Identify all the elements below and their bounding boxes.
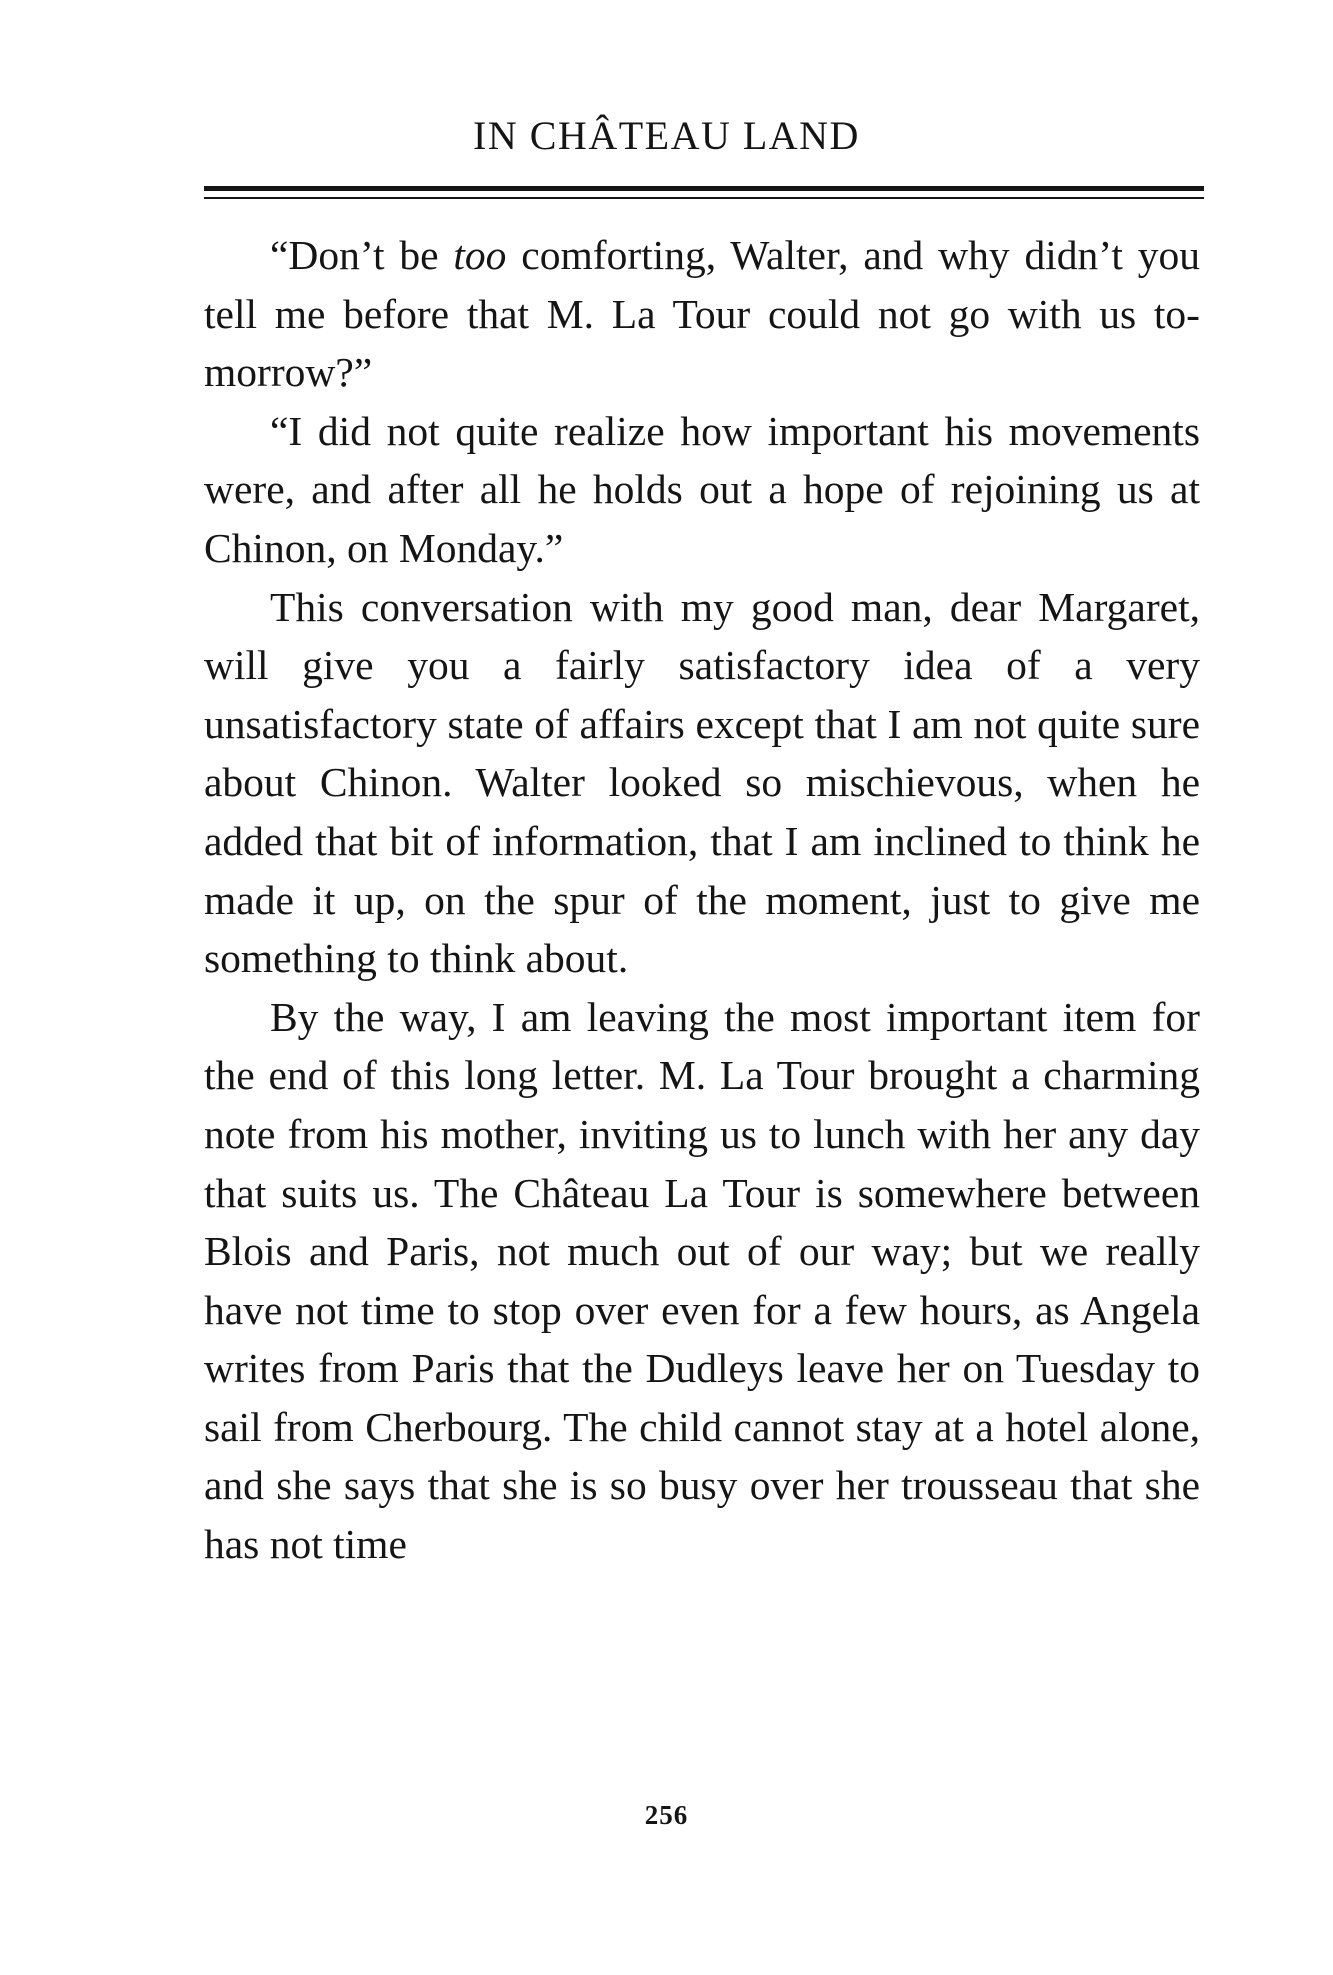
paragraph-3: This conversation with my good man, dear Margaret, will give you a fairly satisfactory idea of a very unsatisfactory state of affairs except that I am not quite sure about Chinon. Walter looked so mischievous, when he added that bit of information, that I am inclined to think he made it up, on the spur of the moment, just to give me something to think about. (204, 583, 1200, 982)
emphasis-too: too (453, 232, 507, 278)
running-title: IN CHÂTEAU LAND (473, 113, 860, 158)
paragraph-1-lead: “Don’t be (270, 232, 454, 278)
header-rule-thin (204, 197, 1204, 199)
paragraph-1 (204, 226, 1200, 402)
paragraph-4: By the way, I am leaving the most important item for the end of this long letter. M. La Tour brought a charming note from his mother, inviting us to lunch with her any day that suits us. The Château La Tour is somewhere between Blois and Paris, not much out of our way; but we really have not time to stop over even for a few hours, as Angela writes from Paris that the Dudleys leave her on Tuesday to sail from Cherbourg. The child cannot stay at a hotel alone, and she says that she is so busy over her trousseau that she has not time (204, 993, 1200, 1568)
paragraph-1-rest: comforting, Walter, and why didn’t you tell me before that M. La Tour could not go with us to-morrow?” (204, 232, 1200, 396)
page-number: 256 (644, 1800, 689, 1830)
paragraph-2: “I did not quite realize how important his movements were, and after all he holds out a hope of rejoining us at Chinon, on Monday.” (204, 407, 1200, 571)
header-rule-thick (204, 186, 1204, 191)
body-text (204, 226, 1200, 1574)
